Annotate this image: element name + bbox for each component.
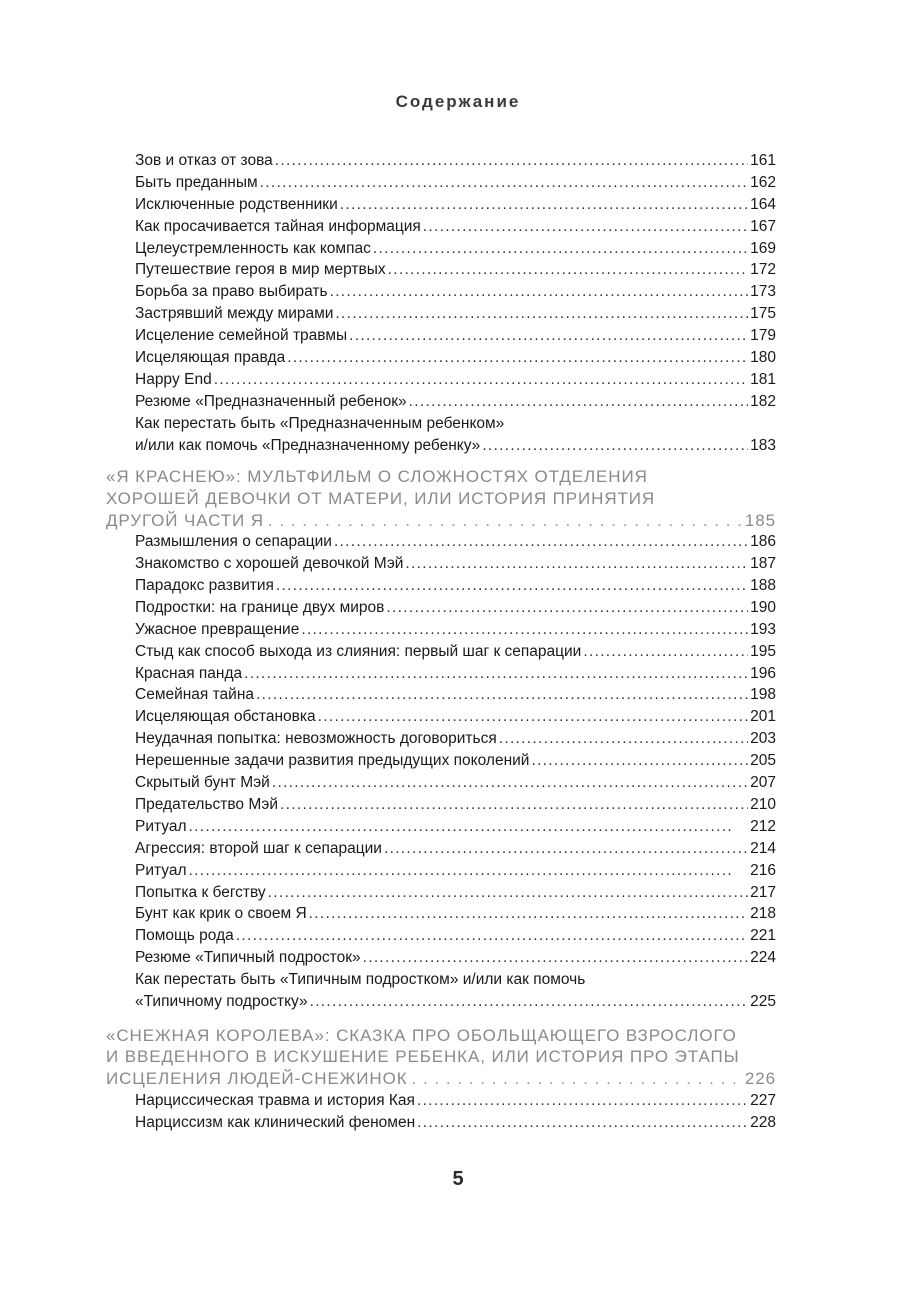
toc-entry[interactable] bbox=[135, 903, 776, 925]
toc-entry-page: 216 bbox=[750, 861, 776, 879]
toc-entry[interactable] bbox=[135, 838, 776, 860]
toc-entry[interactable] bbox=[135, 684, 776, 706]
toc-entry[interactable] bbox=[135, 172, 776, 194]
toc-entry-title: «Типичному подростку» bbox=[135, 992, 308, 1010]
dot-leader bbox=[276, 575, 748, 597]
dot-leader bbox=[340, 194, 748, 216]
toc-entry-page: 196 bbox=[750, 664, 776, 682]
toc-entry-page: 225 bbox=[750, 992, 776, 1010]
toc-entry-page: 167 bbox=[750, 217, 776, 235]
toc-entry-title: Бунт как крик о своем Я bbox=[135, 905, 307, 923]
toc-entry[interactable] bbox=[135, 238, 776, 260]
dot-leader bbox=[318, 706, 749, 728]
toc-entry-title: Целеустремленность как компас bbox=[135, 239, 371, 257]
dot-leader bbox=[349, 325, 748, 347]
dot-leader bbox=[388, 259, 749, 281]
toc-entry-title: Борьба за право выбирать bbox=[135, 283, 328, 301]
toc-entry-page: 193 bbox=[750, 620, 776, 638]
toc-entry-page: 218 bbox=[750, 905, 776, 923]
toc-entry-title: Исключенные родственники bbox=[135, 195, 338, 213]
toc-entry[interactable] bbox=[135, 216, 776, 238]
toc-entry-title-line[interactable]: Как перестать быть «Предназначенным ребенком» bbox=[135, 414, 505, 432]
toc-entry[interactable] bbox=[135, 150, 776, 172]
toc-entry[interactable] bbox=[135, 325, 776, 347]
toc-entry[interactable] bbox=[135, 663, 776, 685]
toc-entry-page: 227 bbox=[750, 1091, 776, 1109]
toc-entry-page: 217 bbox=[750, 883, 776, 901]
dot-leader bbox=[301, 619, 748, 641]
section-heading-line bbox=[106, 1068, 776, 1090]
toc-entry-title: Быть преданным bbox=[135, 173, 258, 191]
dot-leader bbox=[275, 150, 748, 172]
toc-entry-page: 172 bbox=[750, 261, 776, 279]
section-heading-line: И ВВЕДЕННОГО В ИСКУШЕНИЕ РЕБЕНКА, ИЛИ ИСТОРИЯ ПРО ЭТАПЫ bbox=[106, 1047, 740, 1067]
toc-entry-title: Помощь рода bbox=[135, 927, 234, 945]
dot-leader bbox=[236, 925, 748, 947]
toc-group-turning-red bbox=[0, 531, 916, 1013]
toc-entry-title: Резюме «Типичный подросток» bbox=[135, 949, 361, 967]
toc-entry-page: 212 bbox=[750, 817, 776, 835]
toc-entry[interactable] bbox=[135, 816, 776, 838]
toc-entry-title: Подростки: на границе двух миров bbox=[135, 598, 385, 616]
toc-entry-page: 173 bbox=[750, 283, 776, 301]
toc-entry[interactable] bbox=[135, 575, 776, 597]
section-heading-line: «Я КРАСНЕЮ»: МУЛЬТФИЛЬМ О СЛОЖНОСТЯХ ОТДЕЛЕНИЯ bbox=[106, 467, 648, 487]
toc-entry-page: 161 bbox=[750, 152, 776, 169]
dot-leader bbox=[330, 281, 749, 303]
toc-entry-title: Скрытый бунт Мэй bbox=[135, 774, 270, 792]
toc-entry[interactable] bbox=[135, 728, 776, 750]
toc-entry-title: Нарциссическая травма и история Кая bbox=[135, 1091, 415, 1109]
dot-leader bbox=[417, 1112, 748, 1134]
toc-entry-page: 210 bbox=[750, 795, 776, 813]
section-heading-line: «СНЕЖНАЯ КОРОЛЕВА»: СКАЗКА ПРО ОБОЛЬЩАЮЩЕГО ВЗРОСЛОГО bbox=[106, 1025, 737, 1045]
toc-entry-page: 221 bbox=[750, 927, 776, 945]
toc-entry-title: Исцеляющая обстановка bbox=[135, 708, 316, 726]
toc-entry-page: 183 bbox=[750, 436, 776, 454]
toc-group-snow-queen bbox=[0, 1090, 916, 1134]
toc-entry[interactable] bbox=[135, 860, 776, 882]
dot-leader bbox=[405, 553, 748, 575]
section-heading-turning-red[interactable] bbox=[106, 456, 776, 531]
dot-leader bbox=[409, 391, 748, 413]
toc-entry[interactable] bbox=[135, 531, 776, 553]
toc-entry[interactable] bbox=[135, 641, 776, 663]
toc-entry[interactable] bbox=[135, 303, 776, 325]
section-heading-text: ИСЦЕЛЕНИЯ ЛЮДЕЙ-СНЕЖИНОК bbox=[106, 1069, 408, 1089]
dot-leader bbox=[268, 510, 741, 532]
page-title: Содержание bbox=[395, 92, 521, 111]
dot-leader bbox=[386, 597, 748, 619]
toc-entry-page: 195 bbox=[750, 642, 776, 660]
section-page-number: 185 bbox=[744, 510, 776, 530]
section-heading-snow-queen[interactable] bbox=[106, 1013, 776, 1090]
toc-group-intro bbox=[0, 150, 916, 456]
dot-leader bbox=[373, 238, 748, 260]
toc-entry-page: 214 bbox=[750, 839, 776, 857]
toc-entry-title: Семейная тайна bbox=[135, 686, 255, 704]
toc-entry[interactable] bbox=[135, 347, 776, 369]
page-number: 5 bbox=[452, 1168, 464, 1190]
table-of-contents bbox=[0, 150, 916, 1133]
toc-entry-page: 181 bbox=[750, 370, 776, 388]
toc-entry-page: 201 bbox=[750, 708, 776, 726]
dot-leader bbox=[412, 1068, 741, 1090]
toc-entry[interactable] bbox=[135, 619, 776, 641]
section-heading-line: ХОРОШЕЙ ДЕВОЧКИ ОТ МАТЕРИ, ИЛИ ИСТОРИЯ ПРИНЯТИЯ bbox=[106, 489, 656, 509]
toc-entry-title: Ритуал bbox=[135, 817, 187, 835]
toc-entry[interactable] bbox=[135, 991, 776, 1013]
toc-entry-page: 162 bbox=[750, 173, 776, 191]
toc-entry-page: 175 bbox=[750, 305, 776, 323]
toc-entry-title: Ужасное превращение bbox=[135, 620, 300, 638]
dot-leader bbox=[189, 860, 749, 882]
toc-entry[interactable] bbox=[135, 1112, 776, 1134]
toc-entry-page: 205 bbox=[750, 752, 776, 770]
toc-entry-title: Агрессия: второй шаг к сепарации bbox=[135, 839, 382, 857]
toc-entry[interactable] bbox=[135, 194, 776, 216]
dot-leader bbox=[280, 794, 748, 816]
dot-leader bbox=[310, 991, 749, 1013]
dot-leader bbox=[309, 903, 748, 925]
toc-entry-page: 179 bbox=[750, 327, 776, 345]
toc-entry-title: Попытка к бегству bbox=[135, 883, 266, 901]
toc-entry[interactable] bbox=[135, 794, 776, 816]
toc-entry[interactable] bbox=[135, 259, 776, 281]
toc-entry[interactable] bbox=[135, 435, 776, 457]
dot-leader bbox=[256, 684, 748, 706]
toc-entry[interactable] bbox=[135, 1090, 776, 1112]
toc-entry-page: 169 bbox=[750, 239, 776, 257]
dot-leader bbox=[268, 882, 748, 904]
dot-leader bbox=[334, 531, 748, 553]
toc-entry-title: Нарциссизм как клинический феномен bbox=[135, 1113, 416, 1131]
section-page-number: 226 bbox=[744, 1069, 776, 1089]
toc-entry[interactable] bbox=[135, 772, 776, 794]
toc-entry-page: 224 bbox=[750, 949, 776, 967]
toc-entry[interactable] bbox=[135, 369, 776, 391]
toc-entry-title: Ритуал bbox=[135, 861, 187, 879]
toc-entry-page: 207 bbox=[750, 774, 776, 792]
toc-entry-page: 188 bbox=[750, 577, 776, 595]
dot-leader bbox=[244, 663, 748, 685]
dot-leader bbox=[384, 838, 748, 860]
dot-leader bbox=[260, 172, 748, 194]
toc-entry-title: Путешествие героя в мир мертвых bbox=[135, 261, 386, 279]
dot-leader bbox=[335, 303, 748, 325]
toc-entry-title: Парадокс развития bbox=[135, 577, 274, 595]
toc-entry-title: Зов и отказ от зова bbox=[135, 152, 273, 169]
toc-entry[interactable] bbox=[135, 947, 776, 969]
section-heading-line bbox=[106, 510, 776, 532]
dot-leader bbox=[214, 369, 748, 391]
dot-leader bbox=[287, 347, 748, 369]
dot-leader bbox=[499, 728, 748, 750]
toc-entry-title: Предательство Мэй bbox=[135, 795, 279, 813]
dot-leader bbox=[583, 641, 748, 663]
toc-entry-title: Красная панда bbox=[135, 664, 243, 682]
dot-leader bbox=[363, 947, 749, 969]
toc-entry-title: Исцеление семейной травмы bbox=[135, 327, 348, 345]
dot-leader bbox=[417, 1090, 748, 1112]
dot-leader bbox=[272, 772, 748, 794]
toc-entry-title: и/или как помочь «Предназначенному ребенку» bbox=[135, 436, 481, 454]
toc-entry-title: Исцеляющая правда bbox=[135, 349, 286, 367]
toc-entry-title: Размышления о сепарации bbox=[135, 533, 332, 551]
toc-entry-page: 186 bbox=[750, 533, 776, 551]
toc-entry-title: Неудачная попытка: невозможность договориться bbox=[135, 730, 497, 748]
toc-entry-page: 203 bbox=[750, 730, 776, 748]
toc-entry[interactable] bbox=[135, 281, 776, 303]
toc-entry-title: Happy End bbox=[135, 370, 212, 388]
toc-entry-title: Резюме «Предназначенный ребенок» bbox=[135, 392, 407, 410]
toc-entry-page: 187 bbox=[750, 555, 776, 573]
toc-entry-page: 190 bbox=[750, 598, 776, 616]
toc-entry[interactable] bbox=[135, 925, 776, 947]
toc-entry-page: 182 bbox=[750, 392, 776, 410]
dot-leader bbox=[531, 750, 748, 772]
toc-entry-page: 198 bbox=[750, 686, 776, 704]
toc-entry[interactable] bbox=[135, 553, 776, 575]
dot-leader bbox=[423, 216, 748, 238]
toc-entry-title: Нерешенные задачи развития предыдущих поколений bbox=[135, 752, 530, 770]
dot-leader bbox=[189, 816, 749, 838]
toc-entry-page: 228 bbox=[750, 1113, 776, 1131]
toc-entry-page: 180 bbox=[750, 349, 776, 367]
toc-entry[interactable] bbox=[135, 750, 776, 772]
toc-entry-page: 164 bbox=[750, 195, 776, 213]
toc-entry[interactable] bbox=[135, 597, 776, 619]
toc-entry-title: Как просачивается тайная информация bbox=[135, 217, 421, 235]
toc-entry-title: Знакомство с хорошей девочкой Мэй bbox=[135, 555, 404, 573]
toc-entry-title-line[interactable]: Как перестать быть «Типичным подростком» и/или как помочь bbox=[135, 971, 586, 989]
dot-leader bbox=[482, 435, 748, 457]
toc-entry-title: Стыд как способ выхода из слияния: первый шаг к сепарации bbox=[135, 642, 582, 660]
toc-entry[interactable] bbox=[135, 706, 776, 728]
toc-entry[interactable] bbox=[135, 391, 776, 413]
toc-entry[interactable] bbox=[135, 882, 776, 904]
section-heading-text: ДРУГОЙ ЧАСТИ Я bbox=[106, 510, 264, 530]
toc-entry-title: Застрявший между мирами bbox=[135, 305, 334, 323]
